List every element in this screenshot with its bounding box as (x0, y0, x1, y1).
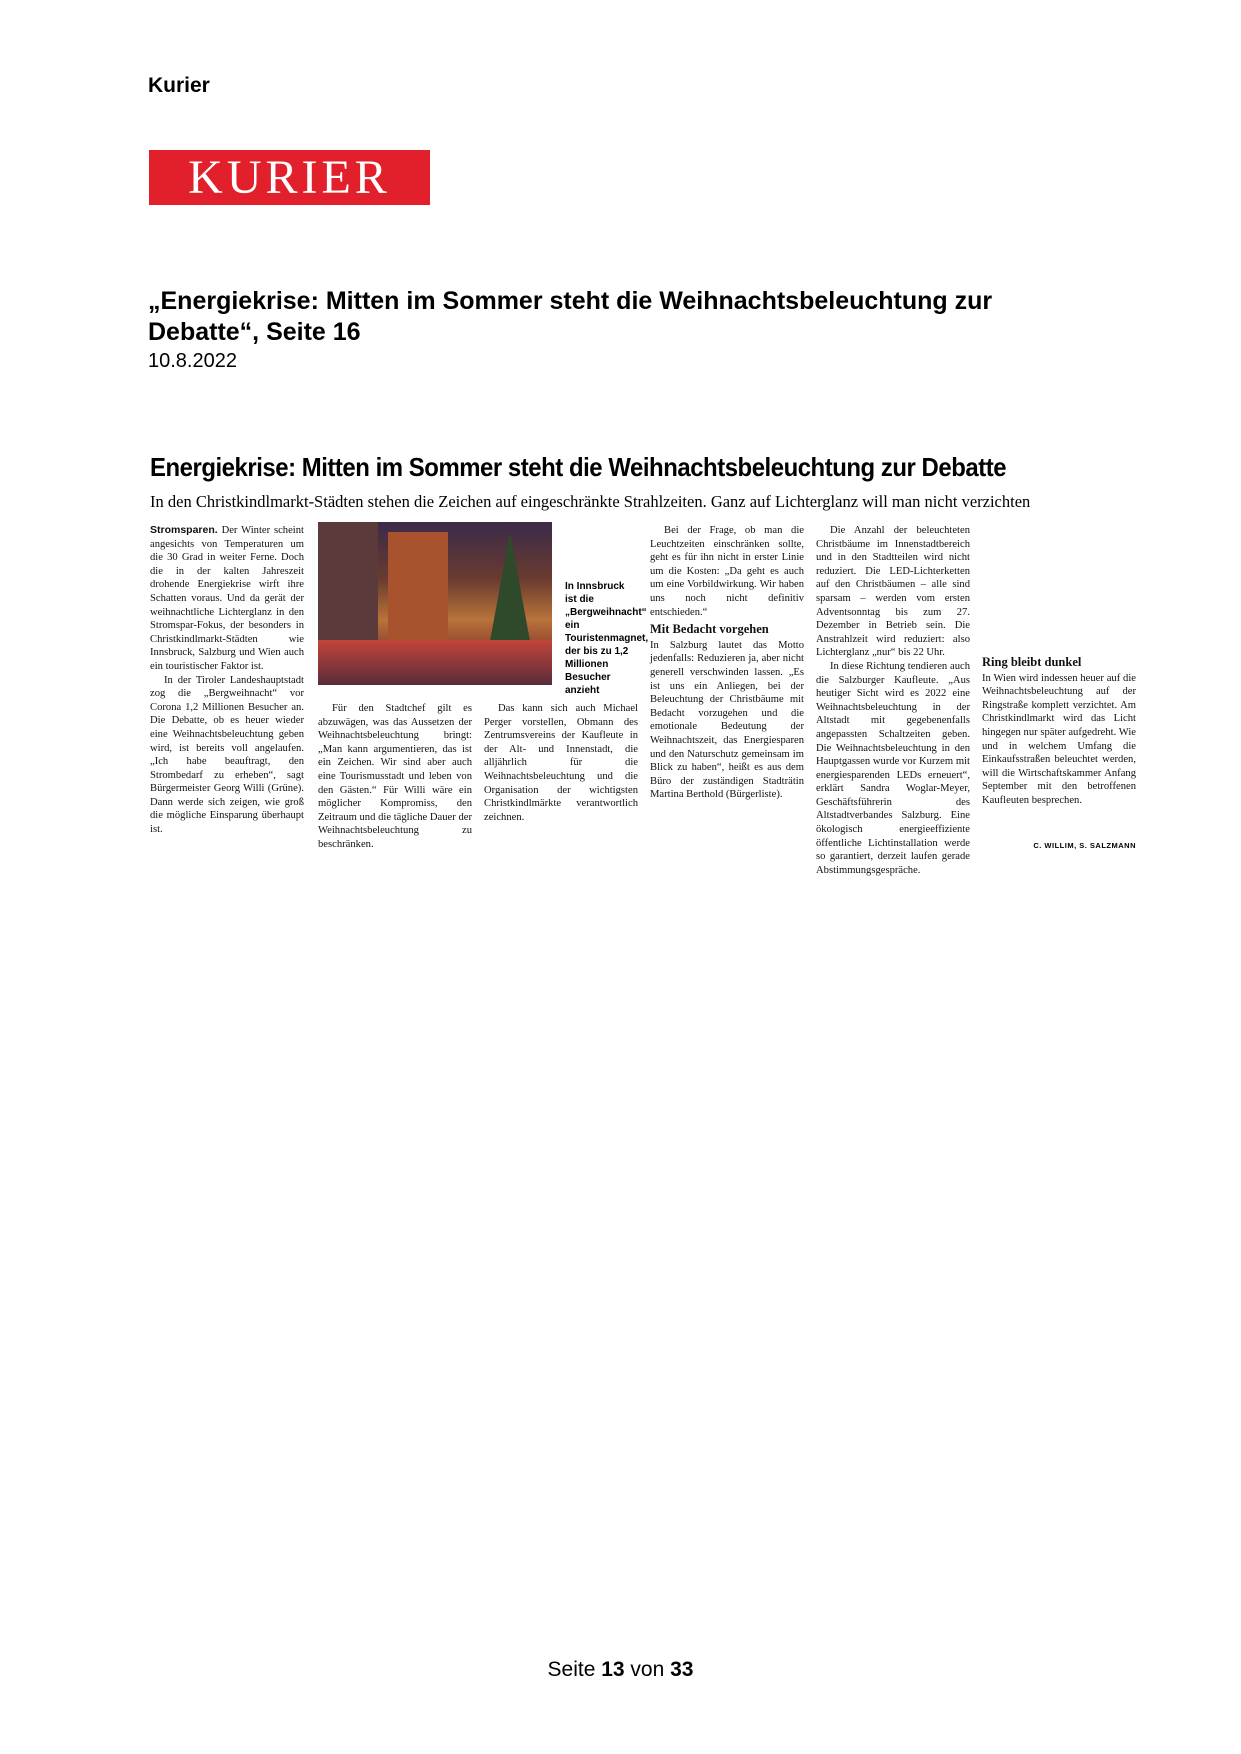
paragraph: Für den Stadtchef gilt es abzuwägen, was das Aussetzen der Weihnachtsbeleuchtung bringt: „Man kann argumentieren, das ist ein Zeichen. Wir sind aber auch eine Tourismusstadt und leben von den Gästen.“ Für Willi wäre ein möglicher Kompromiss, den Zeitraum und die tägliche Dauer der Weihnachtsbeleuchtung zu beschränken. (318, 703, 472, 850)
subheading: Mit Bedacht vorgehen (650, 622, 769, 637)
article-column-6 (982, 652, 1136, 808)
paragraph: In Wien wird indessen heuer auf die Weihnachtsbeleuchtung auf der Ringstraße komplett verzichtet. Am Christkindlmarkt wird das Licht hingegen nur später aufgedreht. Wie und in welchem Umfang die Einkaufsstraßen beleuchtet werden, will die Wirtschaftskammer Anfang September mit den betroffenen Kaufleuten besprechen. (982, 672, 1136, 806)
article-column-2 (318, 702, 472, 852)
photo-caption: In Innsbruck ist die „Bergweihnacht“ ein Touristenmagnet, der bis zu 1,2 Millionen Besucher anzieht (565, 581, 649, 696)
subheading: Ring bleibt dunkel (982, 655, 1082, 669)
paragraph: In der Tiroler Landeshauptstadt zog die „Bergweihnacht“ vor Corona 1,2 Millionen Besucher an. Die Debatte, ob es heuer wieder eine Weihnachtsbeleuchtung geben wird, ist bereits voll angelaufen. „Ich habe beauftragt, den Strombedarf zu erheben“, sagt Bürgermeister Georg Willi (Grüne). Dann werde sich zeigen, wie groß die mögliche Einsparung überhaupt ist. (150, 674, 304, 836)
article-headline: Energiekrise: Mitten im Sommer steht die Weihnachtsbeleuchtung zur Debatte (150, 452, 1007, 482)
paragraph: Bei der Frage, ob man die Leuchtzeiten einschränken sollte, geht es für ihn nicht in erster Linie um die Kosten: „Da geht es auch um eine Vorbildwirkung. Wir haben uns noch nicht definitiv entschieden.“ (650, 525, 804, 618)
article-column-1 (150, 524, 304, 837)
innsbruck-christmas-market-photo (318, 522, 552, 685)
article-column-5 (816, 524, 970, 877)
kurier-logo: KURIER (149, 150, 430, 205)
byline: C. WILLIM, S. SALZMANN (1033, 841, 1136, 850)
paragraph: In Salzburg lautet das Motto jedenfalls: Reduzieren ja, aber nicht generell verschwinden lassen. „Es ist uns ein Anliegen, bei der Beleuchtung der Christbäume mit Bedacht vorzugehen und die emotionale Bedeutung der Weihnachtszeit, das Energiesparen und den Naturschutz gemeinsam im Blick zu haben“, heißt es aus dem Büro der zuständigen Stadträtin Martina Berthold (Bürgerliste). (650, 639, 804, 801)
page-number: Seite 13 von 33 (547, 1658, 694, 1681)
paragraph: Der Winter scheint angesichts von Temperaturen um die 30 Grad in weiter Ferne. Doch die in der kalten Jahreszeit drohende Energiekrise wirft ihre Schatten voraus. Und da gerät der weihnachtliche Lichterglanz in den Stromspar-Fokus, der besonders in Christkindlmarkt-Städten wie Innsbruck, Salzburg und Wien auch ein touristischer Faktor ist. (150, 525, 304, 672)
paragraph: Die Anzahl der beleuchteten Christbäume im Innenstadtbereich und in den Stadtteilen wird nicht reduziert. Die LED-Lichterketten auf den Christbäumen – alle sind sparsam – werden vom ersten Adventsonntag bis zum 27. Dezember in Betrieb sein. Die Anstrahlzeit wird reduziert: also Lichterglanz „nur“ bis 22 Uhr. (816, 525, 970, 659)
source-label: Kurier (148, 74, 210, 97)
article-column-3 (484, 702, 638, 824)
document-date: 10.8.2022 (148, 350, 237, 372)
article-clipping (150, 452, 1136, 876)
paragraph: In diese Richtung tendieren auch die Salzburger Kaufleute. „Aus heutiger Sicht wird es 2022 eine Weihnachtsbeleuchtung in der Altstadt mit gegebenenfalls angepassten Schaltzeiten geben. Die Weihnachtsbeleuchtung in den Hauptgassen wurde vor Kurzem mit energiesparenden LEDs erneuert“, erklärt Sandra Woglar-Meyer, Geschäftsführerin des Altstadtverbandes Salzburg. Eine ökologisch energieeffiziente öffentliche Lichtinstallation werde so garantiert, derzeit laufen gerade Abstimmungsgespräche. (816, 660, 970, 876)
article-column-4 (650, 524, 804, 802)
document-title: „Energiekrise: Mitten im Sommer steht die Weihnachtsbeleuchtung zur Debatte“, Seite 16 (148, 287, 993, 346)
article-subhead: In den Christkindlmarkt-Städten stehen die Zeichen auf eingeschränkte Strahlzeiten. Ganz auf Lichterglanz will man nicht verzichten (150, 492, 1031, 511)
paragraph: Das kann sich auch Michael Perger vorstellen, Obmann des Zentrumsvereins der Kaufleute in der Alt- und Innenstadt, die alljährlich für die Weihnachtsbeleuchtung und die Organisation der wichtigsten Christkindlmärkte verantwortlich zeichnen. (484, 703, 638, 823)
article-lead: Stromsparen. (150, 524, 218, 536)
